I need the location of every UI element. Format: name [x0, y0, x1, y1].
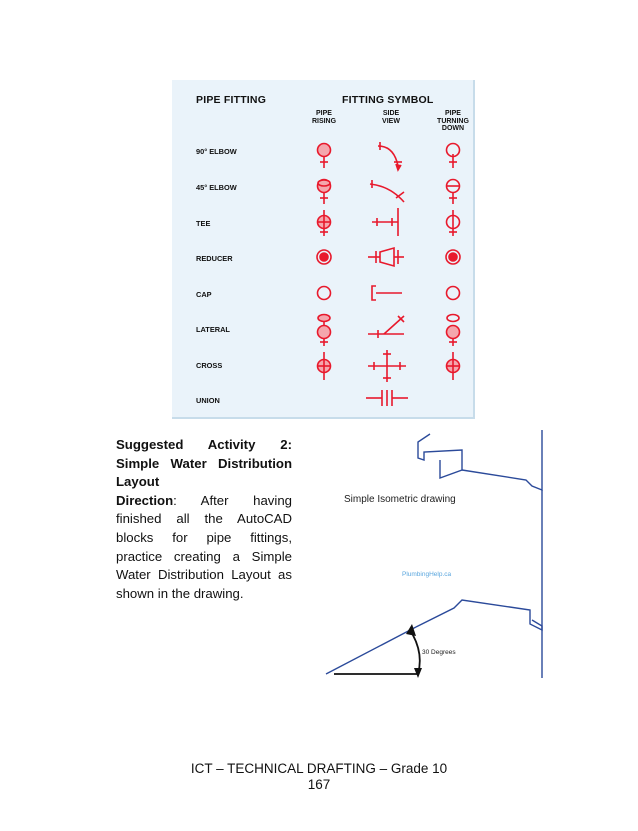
elbow-90-side-symbol: [378, 142, 402, 170]
angle-label: 30 Degrees: [422, 649, 456, 656]
direction-line5: Water Distribution Layout as: [116, 567, 292, 583]
direction-line2: finished all the AutoCAD: [116, 511, 292, 527]
page-number: 167: [307, 777, 331, 792]
direction-line1: Direction: After having: [116, 492, 292, 508]
suggested-activity-text: [116, 436, 292, 603]
reducer-down-symbol: [446, 250, 460, 264]
cap-rising-symbol: [318, 287, 331, 300]
header-fitting-symbol: FITTING SYMBOL: [342, 94, 434, 106]
tee-down-symbol: [447, 210, 460, 236]
elbow-45-down-symbol: [447, 180, 460, 205]
reducer-side-symbol: [368, 248, 404, 266]
direction-line3: blocks for pipe fittings,: [116, 529, 292, 545]
subheader-pipe-turning-down: PIPE TURNING DOWN: [437, 110, 469, 132]
cross-side-symbol: [368, 350, 406, 382]
isometric-drawing: [322, 430, 552, 680]
union-side-symbol: [366, 390, 408, 406]
elbow-90-rising-symbol: [318, 144, 331, 169]
cap-side-symbol: [372, 286, 402, 300]
elbow-45-rising-symbol: [318, 180, 331, 205]
direction-line4: practice creating a Simple: [116, 548, 292, 564]
footer-title: ICT – TECHNICAL DRAFTING – Grade 10: [190, 761, 448, 776]
elbow-90-down-symbol: [447, 144, 460, 169]
tee-rising-symbol: [318, 210, 331, 236]
row-label-reducer: REDUCER: [196, 254, 233, 263]
tee-side-symbol: [372, 208, 398, 236]
reducer-rising-symbol: [317, 250, 331, 264]
activity-title-line1: Suggested Activity 2:: [116, 437, 292, 452]
elbow-45-side-symbol: [370, 180, 404, 202]
direction-label: Direction: [116, 492, 174, 508]
activity-title-line2: Simple Water Distribution: [116, 455, 292, 471]
row-label-90-elbow: 90° ELBOW: [196, 147, 237, 156]
activity-title-line3: Layout: [116, 474, 160, 490]
isometric-caption: Simple Isometric drawing: [344, 494, 456, 505]
row-label-45-elbow: 45° ELBOW: [196, 183, 237, 192]
pipe-fitting-table: [172, 80, 475, 419]
lateral-down-symbol: [447, 315, 460, 347]
plumbinghelp-watermark: PlumbingHelp.ca: [402, 571, 452, 578]
row-label-cross: CROSS: [196, 361, 223, 370]
direction-line6: shown in the drawing.: [116, 585, 244, 601]
header-pipe-fitting: PIPE FITTING: [196, 94, 267, 106]
row-label-lateral: LATERAL: [196, 325, 230, 334]
fitting-symbols-drawing: [172, 80, 473, 417]
lateral-rising-symbol: [318, 315, 331, 347]
subheader-side-view: SIDE VIEW: [382, 110, 400, 125]
cross-down-symbol: [446, 352, 460, 380]
row-label-tee: TEE: [196, 219, 211, 228]
row-label-cap: CAP: [196, 290, 212, 299]
cross-rising-symbol: [317, 352, 331, 380]
cap-down-symbol: [447, 287, 460, 300]
row-label-union: UNION: [196, 396, 220, 405]
lateral-side-symbol: [368, 316, 404, 338]
subheader-pipe-rising: PIPE RISING: [311, 110, 337, 125]
